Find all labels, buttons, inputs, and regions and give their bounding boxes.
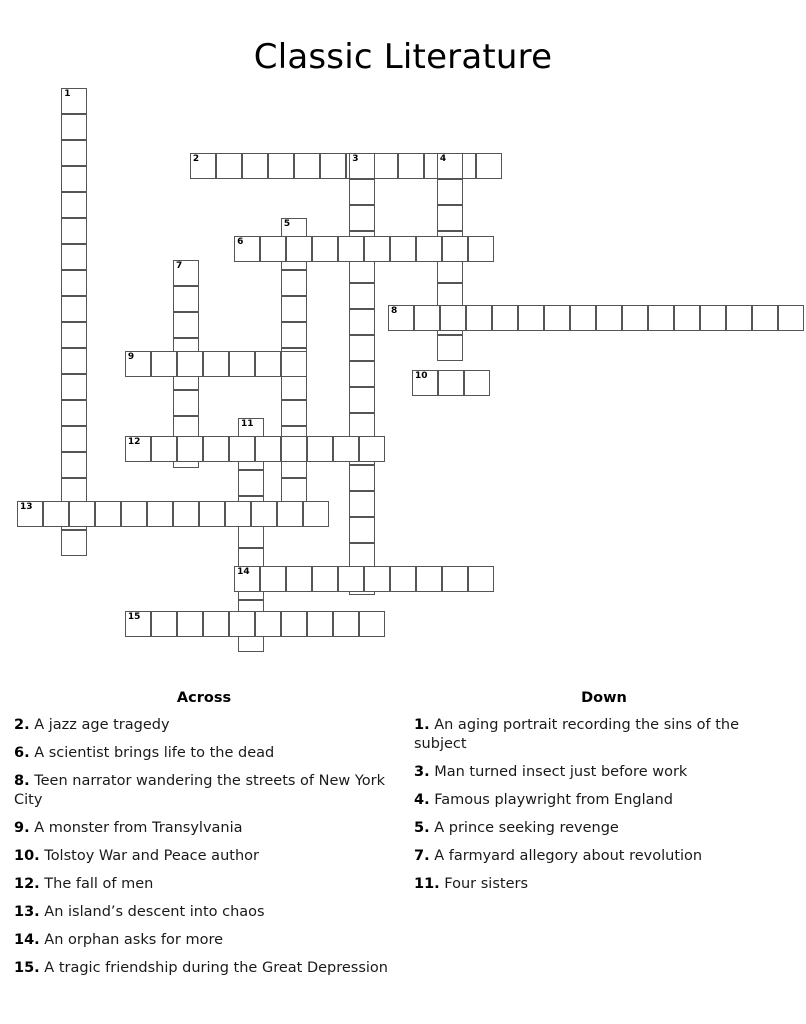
grid-cell[interactable] — [778, 305, 804, 331]
grid-cell[interactable] — [349, 179, 375, 205]
across-clues-column — [14, 688, 394, 987]
grid-cell[interactable] — [95, 501, 121, 527]
clue-item[interactable] — [414, 716, 794, 754]
grid-cell[interactable] — [61, 530, 87, 556]
grid-cell[interactable] — [286, 566, 312, 592]
grid-cell[interactable] — [440, 305, 466, 331]
grid-cell-number: 13 — [20, 502, 33, 513]
grid-cell[interactable] — [61, 218, 87, 244]
grid-cell-number: 5 — [283, 219, 291, 229]
grid-cell-number: 2 — [192, 154, 200, 164]
grid-cell[interactable] — [173, 312, 199, 338]
grid-cell[interactable] — [544, 305, 570, 331]
grid-cell[interactable] — [349, 491, 375, 517]
grid-cell[interactable] — [492, 305, 518, 331]
grid-cell[interactable] — [364, 566, 390, 592]
grid-cell[interactable] — [674, 305, 700, 331]
clue-text: The fall of men — [39, 876, 154, 892]
grid-cell[interactable] — [203, 611, 229, 637]
clue-item[interactable] — [14, 903, 394, 922]
down-clues-column — [414, 688, 794, 903]
grid-cell[interactable] — [251, 501, 277, 527]
grid-cell[interactable] — [216, 153, 242, 179]
grid-cell-numbered[interactable] — [412, 370, 438, 396]
grid-cell[interactable] — [281, 478, 307, 504]
clue-number: 14. — [14, 932, 40, 948]
grid-cell[interactable] — [390, 566, 416, 592]
clue-item[interactable] — [14, 772, 394, 810]
grid-cell[interactable] — [349, 335, 375, 361]
clue-number: 6. — [14, 745, 30, 761]
grid-cell[interactable] — [359, 611, 385, 637]
clue-item[interactable] — [14, 959, 394, 978]
grid-cell[interactable] — [260, 236, 286, 262]
grid-cell[interactable] — [229, 351, 255, 377]
grid-cell-numbered[interactable] — [234, 566, 260, 592]
grid-cell-numbered[interactable] — [173, 260, 199, 286]
grid-cell-numbered[interactable] — [234, 236, 260, 262]
grid-cell-number: 12 — [127, 437, 141, 448]
grid-cell[interactable] — [69, 501, 95, 527]
grid-cell[interactable] — [320, 153, 346, 179]
clue-number: 4. — [414, 792, 430, 808]
clue-number: 3. — [414, 764, 430, 780]
clue-text: An aging portrait recording the sins of the subject — [414, 717, 740, 752]
clue-item[interactable] — [414, 763, 794, 782]
grid-cell-numbered[interactable] — [61, 88, 87, 114]
clue-text: Tolstoy War and Peace author — [39, 848, 259, 864]
grid-cell[interactable] — [349, 361, 375, 387]
clue-text: A prince seeking revenge — [429, 820, 619, 836]
grid-cell[interactable] — [147, 501, 173, 527]
grid-cell[interactable] — [173, 286, 199, 312]
grid-cell-number: 6 — [237, 237, 244, 248]
clue-number: 10. — [14, 848, 40, 864]
grid-cell[interactable] — [121, 501, 147, 527]
clue-number: 12. — [14, 876, 40, 892]
grid-cell-number: 14 — [237, 567, 250, 578]
down-heading: Down — [581, 690, 627, 706]
grid-cell[interactable] — [177, 436, 203, 462]
grid-cell[interactable] — [416, 566, 442, 592]
grid-cell[interactable] — [518, 305, 544, 331]
across-clue-list — [14, 716, 394, 978]
clue-item[interactable] — [414, 847, 794, 866]
clue-number: 11. — [414, 876, 440, 892]
grid-cell-number: 3 — [352, 154, 359, 164]
grid-cell-number: 4 — [439, 154, 447, 164]
grid-cell[interactable] — [255, 351, 281, 377]
grid-cell[interactable] — [442, 236, 468, 262]
grid-cell-numbered[interactable] — [388, 305, 414, 331]
grid-cell[interactable] — [61, 452, 87, 478]
clue-text: A farmyard allegory about revolution — [429, 848, 703, 864]
grid-cell[interactable] — [349, 205, 375, 231]
grid-cell[interactable] — [61, 374, 87, 400]
grid-cell[interactable] — [281, 322, 307, 348]
clue-text: Four sisters — [439, 876, 529, 892]
grid-cell[interactable] — [333, 436, 359, 462]
grid-cell-numbered[interactable] — [190, 153, 216, 179]
grid-cell[interactable] — [281, 351, 307, 377]
grid-cell-number: 15 — [127, 611, 141, 622]
grid-cell[interactable] — [349, 387, 375, 413]
grid-cell[interactable] — [281, 400, 307, 426]
clue-text: A scientist brings life to the dead — [29, 745, 275, 761]
grid-cell[interactable] — [466, 305, 492, 331]
clue-item[interactable] — [14, 744, 394, 763]
grid-cell[interactable] — [312, 236, 338, 262]
clue-item[interactable] — [14, 716, 394, 735]
clue-item[interactable] — [14, 931, 394, 950]
grid-cell-numbered[interactable] — [349, 153, 375, 179]
grid-cell[interactable] — [61, 478, 87, 504]
grid-cell[interactable] — [281, 611, 307, 637]
grid-cell[interactable] — [349, 517, 375, 543]
clue-number: 8. — [14, 773, 30, 789]
clue-number: 1. — [414, 717, 430, 733]
grid-cell[interactable] — [398, 153, 424, 179]
grid-cell[interactable] — [622, 305, 648, 331]
grid-cell[interactable] — [359, 436, 385, 462]
grid-cell[interactable] — [437, 179, 463, 205]
clue-item[interactable] — [414, 875, 794, 894]
grid-cell[interactable] — [442, 566, 468, 592]
grid-cell[interactable] — [307, 436, 333, 462]
down-clue-list — [414, 716, 794, 894]
clue-text: Teen narrator wandering the streets of New York City — [14, 773, 386, 808]
grid-cell-number: 10 — [414, 371, 428, 382]
grid-cell[interactable] — [177, 611, 203, 637]
grid-cell[interactable] — [151, 351, 177, 377]
clue-number: 15. — [14, 960, 40, 976]
grid-cell[interactable] — [61, 322, 87, 348]
grid-cell[interactable] — [312, 566, 338, 592]
grid-cell[interactable] — [281, 296, 307, 322]
grid-cell[interactable] — [242, 153, 268, 179]
grid-cell[interactable] — [464, 370, 490, 396]
grid-cell[interactable] — [476, 153, 502, 179]
grid-cell[interactable] — [61, 140, 87, 166]
grid-cell[interactable] — [286, 236, 312, 262]
grid-cell-number: 1 — [64, 89, 71, 99]
clue-item[interactable] — [14, 847, 394, 866]
grid-cell[interactable] — [61, 114, 87, 140]
clue-item[interactable] — [414, 791, 794, 810]
grid-cell[interactable] — [281, 436, 307, 462]
grid-cell[interactable] — [364, 236, 390, 262]
clue-text: A jazz age tragedy — [29, 717, 170, 733]
clue-text: Man turned insect just before work — [429, 764, 688, 780]
clue-text: Famous playwright from England — [429, 792, 673, 808]
grid-cell-number: 7 — [176, 260, 183, 271]
clue-item[interactable] — [14, 819, 394, 838]
grid-cell[interactable] — [173, 390, 199, 416]
grid-cell-numbered[interactable] — [125, 611, 151, 637]
grid-cell-number: 11 — [241, 419, 254, 430]
grid-cell[interactable] — [294, 153, 320, 179]
grid-cell[interactable] — [225, 501, 251, 527]
clue-number: 9. — [14, 820, 30, 836]
grid-cell[interactable] — [255, 436, 281, 462]
grid-cell[interactable] — [596, 305, 622, 331]
grid-cell[interactable] — [151, 436, 177, 462]
grid-cell[interactable] — [61, 244, 87, 270]
grid-cell[interactable] — [416, 236, 442, 262]
clue-text: A monster from Transylvania — [29, 820, 243, 836]
grid-cell[interactable] — [390, 236, 416, 262]
grid-cell[interactable] — [648, 305, 674, 331]
grid-cell[interactable] — [700, 305, 726, 331]
grid-cell[interactable] — [61, 166, 87, 192]
grid-cell-numbered[interactable] — [17, 501, 43, 527]
grid-cell-numbered[interactable] — [125, 436, 151, 462]
grid-cell[interactable] — [438, 370, 464, 396]
grid-cell[interactable] — [238, 470, 264, 496]
clue-text: An island’s descent into chaos — [39, 904, 265, 920]
grid-cell-number: 9 — [127, 351, 135, 362]
grid-cell[interactable] — [229, 611, 255, 637]
grid-cell[interactable] — [414, 305, 440, 331]
grid-cell[interactable] — [349, 465, 375, 491]
grid-cell[interactable] — [61, 296, 87, 322]
grid-cell[interactable] — [199, 501, 225, 527]
clue-number: 5. — [414, 820, 430, 836]
grid-cell[interactable] — [61, 270, 87, 296]
grid-cell[interactable] — [372, 153, 398, 179]
grid-cell[interactable] — [307, 611, 333, 637]
grid-cell[interactable] — [752, 305, 778, 331]
grid-cell[interactable] — [437, 335, 463, 361]
grid-cell[interactable] — [260, 566, 286, 592]
grid-cell[interactable] — [726, 305, 752, 331]
grid-cell[interactable] — [303, 501, 329, 527]
grid-cell[interactable] — [151, 611, 177, 637]
clue-item[interactable] — [414, 819, 794, 838]
grid-cell[interactable] — [437, 205, 463, 231]
grid-cell[interactable] — [173, 501, 199, 527]
grid-cell[interactable] — [468, 566, 494, 592]
grid-cell-numbered[interactable] — [437, 153, 463, 179]
grid-cell[interactable] — [349, 283, 375, 309]
grid-cell[interactable] — [61, 192, 87, 218]
grid-cell[interactable] — [229, 436, 255, 462]
clue-item[interactable] — [14, 875, 394, 894]
clue-number: 13. — [14, 904, 40, 920]
grid-cell[interactable] — [203, 436, 229, 462]
clue-number: 2. — [14, 717, 30, 733]
grid-cell[interactable] — [349, 413, 375, 439]
across-heading: Across — [176, 690, 232, 706]
grid-cell-numbered[interactable] — [125, 351, 151, 377]
grid-cell[interactable] — [333, 611, 359, 637]
grid-cell[interactable] — [43, 501, 69, 527]
grid-cell[interactable] — [277, 501, 303, 527]
grid-cell[interactable] — [61, 348, 87, 374]
grid-cell[interactable] — [281, 374, 307, 400]
grid-cell[interactable] — [61, 426, 87, 452]
clues-section — [0, 688, 806, 1024]
grid-cell[interactable] — [281, 270, 307, 296]
grid-cell[interactable] — [203, 351, 229, 377]
grid-cell[interactable] — [338, 566, 364, 592]
grid-cell-number: 8 — [391, 306, 398, 317]
grid-cell[interactable] — [349, 309, 375, 335]
clue-number: 7. — [414, 848, 430, 864]
grid-cell[interactable] — [61, 400, 87, 426]
page-title: Classic Literature — [253, 36, 553, 77]
grid-cell[interactable] — [468, 236, 494, 262]
grid-cell[interactable] — [177, 351, 203, 377]
grid-cell[interactable] — [338, 236, 364, 262]
clue-text: A tragic friendship during the Great Depression — [39, 960, 388, 976]
grid-cell[interactable] — [255, 611, 281, 637]
grid-cell[interactable] — [349, 543, 375, 569]
clue-text: An orphan asks for more — [39, 932, 224, 948]
grid-cell[interactable] — [570, 305, 596, 331]
grid-cell[interactable] — [268, 153, 294, 179]
